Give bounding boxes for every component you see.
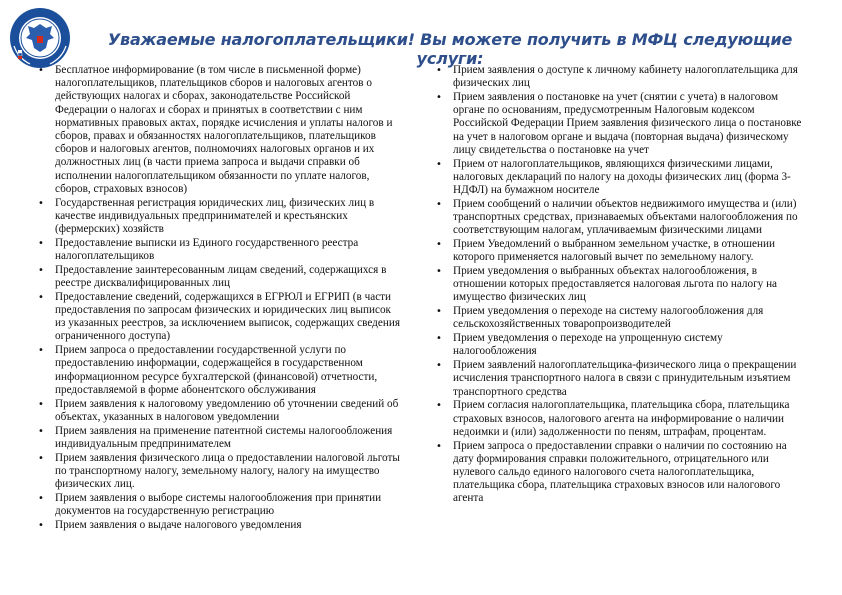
- list-item: • Государственная регистрация юридических лиц, физических лиц в качестве индивидуальных предпринимателей и крестьянских (фермерских) хозяйств: [38, 197, 402, 237]
- list-item: • Прием заявления физического лица о предоставлении налоговой льготы по транспортному налогу, земельному налогу, налогу на имущество физических лиц.: [38, 452, 402, 492]
- list-item: • Прием заявлений налогоплательщика-физического лица о прекращении исчисления транспортного налога в связи с принудительным изъятием транспортного средства: [436, 359, 806, 399]
- fns-emblem-icon: [8, 6, 72, 70]
- list-item: • Прием заявления о выборе системы налогообложения при принятии документов на государственную регистрацию: [38, 492, 402, 518]
- list-item: • Прием Уведомлений о выбранном земельном участке, в отношении которого применяется налоговый вычет по земельному налогу.: [436, 238, 806, 264]
- list-item: • Прием заявления о доступе к личному кабинету налогоплательщика для физических лиц: [436, 64, 806, 90]
- list-item: • Прием заявления на применение патентной системы налогообложения индивидуальным предпринимателем: [38, 425, 402, 451]
- list-item: • Предоставление сведений, содержащихся в ЕГРЮЛ и ЕГРИП (в части предоставления по запросам физических и юридических лиц выписок из указанных реестров, за исключением выписок, содержащих сведения ограниченного доступа): [38, 291, 402, 344]
- list-item: • Прием запроса о предоставлении государственной услуги по предоставлению информации, содержащейся в государственном информационном ресурсе бухгалтерской (финансовой) отчетности, предоставляемой в форме абонентского обслуживания: [38, 344, 402, 397]
- list-item: • Прием уведомления о выбранных объектах налогообложения, в отношении которых предоставляется налоговая льгота по налогу на имущество физических лиц: [436, 265, 806, 305]
- services-list-left: [38, 64, 402, 533]
- list-item: • Прием заявления к налоговому уведомлению об уточнении сведений об объектах, указанных в налоговом уведомлении: [38, 398, 402, 424]
- page-title: Уважаемые налогоплательщики! Вы можете получить в МФЦ следующие услуги:: [107, 30, 793, 68]
- list-item: • Прием от налогоплательщиков, являющихся физическими лицами, налоговых деклараций по налогу на доходы физических лиц (форма 3-НДФЛ) на бумажном носителе: [436, 158, 806, 198]
- list-item: • Предоставление заинтересованным лицам сведений, содержащихся в реестре дисквалифицированных лиц: [38, 264, 402, 290]
- list-item: • Прием заявления о постановке на учет (снятии с учета) в налоговом органе по основаниям, предусмотренным Налоговым кодексом Российской Федерации Прием заявления физического лица о постановке на учет в налоговом органе и выдача (повторная выдача) физическому лицу свидетельства о постановке на учет: [436, 91, 806, 157]
- list-item: • Прием сообщений о наличии объектов недвижимого имущества и (или) транспортных средствах, признаваемых объектами налогообложения по соответствующим налогам, уплачиваемым физическими лицами: [436, 198, 806, 238]
- list-item: • Прием уведомления о переходе на систему налогообложения для сельскохозяйственных товаропроизводителей: [436, 305, 806, 331]
- list-item: • Прием запроса о предоставлении справки о наличии по состоянию на дату формирования справки положительного, отрицательного или нулевого сальдо единого налогового счета налогоплательщика, плательщика сбора, плательщика страховых взносов или налогового агента: [436, 440, 806, 506]
- list-item: • Предоставление выписки из Единого государственного реестра налогоплательщиков: [38, 237, 402, 263]
- list-item: • Бесплатное информирование (в том числе в письменной форме) налогоплательщиков, плательщиков сборов и налоговых агентов о действующих налогах и сборах, законодательстве Российской Федерации о налогах и сборах и принятых в соответствии с ним нормативных правовых актах, порядке исчисления и уплаты налогов и сборов, правах и обязанностях налогоплательщиков, плательщиков сборов и налоговых агентов, полномочиях налоговых органов и их должностных лиц (в части приема запроса и выдачи справки об исполнении налогоплательщиком обязанности по уплате налогов, сборов, страховых взносов): [38, 64, 402, 196]
- services-list-right: [436, 64, 806, 506]
- list-item: • Прием заявления о выдаче налогового уведомления: [38, 519, 402, 532]
- list-item: • Прием уведомления о переходе на упрощенную систему налогообложения: [436, 332, 806, 358]
- list-item: • Прием согласия налогоплательщика, плательщика сбора, плательщика страховых взносов, налогового агента на информирование о наличии недоимки и (или) задолженности по пеням, штрафам, процентам.: [436, 399, 806, 439]
